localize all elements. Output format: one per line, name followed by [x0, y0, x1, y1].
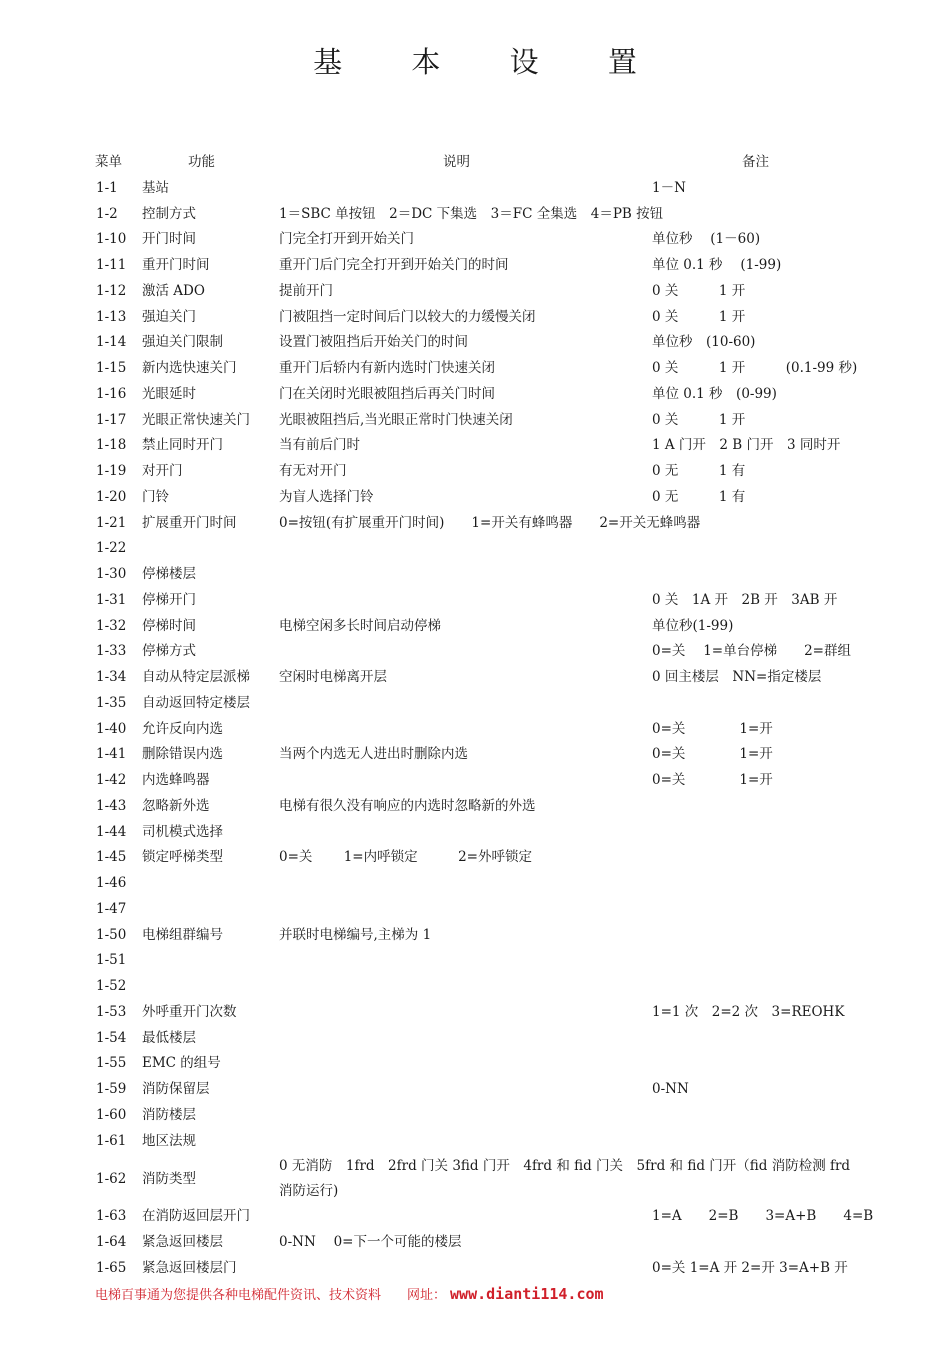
cell-function: 删除错误内选 — [142, 746, 223, 763]
cell-function: 外呼重开门次数 — [142, 1003, 237, 1020]
table-row — [0, 305, 950, 331]
table-row — [0, 717, 950, 743]
cell-remarks: 单位秒 (1－60) — [652, 231, 761, 248]
cell-menu: 1-22 — [96, 540, 127, 557]
table-row — [0, 279, 950, 305]
table-row — [0, 923, 950, 949]
cell-function: 激活 ADO — [142, 282, 205, 299]
cell-description: 0=关 1=内呼锁定 2=外呼锁定 — [279, 849, 532, 866]
table-row — [0, 1204, 950, 1230]
cell-menu: 1-42 — [96, 772, 127, 788]
table-row — [0, 176, 950, 202]
cell-menu: 1-44 — [96, 823, 127, 840]
cell-menu: 1-13 — [96, 308, 127, 325]
cell-remarks: 0 关 1 开 — [652, 411, 746, 428]
cell-function: 消防保留层 — [142, 1081, 210, 1097]
cell-function: 基站 — [142, 179, 169, 196]
table-row — [0, 330, 950, 356]
cell-function: 控制方式 — [142, 205, 196, 222]
cell-menu: 1-16 — [96, 385, 127, 402]
cell-description: 电梯有很久没有响应的内选时忽略新的外选 — [279, 797, 536, 814]
table-row — [0, 948, 950, 974]
cell-menu: 1-2 — [96, 205, 118, 222]
cell-menu: 1-43 — [96, 797, 127, 814]
cell-description: 空闲时电梯离开层 — [279, 669, 387, 685]
cell-remarks: 0 关 1A 开 2B 开 3AB 开 — [652, 591, 838, 608]
cell-function: 消防楼层 — [142, 1106, 196, 1123]
table-row — [0, 459, 950, 485]
table-row — [0, 253, 950, 279]
cell-menu: 1-41 — [96, 746, 127, 763]
footer-url: www.dianti114.com — [450, 1285, 604, 1303]
cell-remarks: 0-NN — [652, 1081, 689, 1097]
cell-remarks: 0 回主楼层 NN=指定楼层 — [652, 669, 822, 685]
table-row — [0, 820, 950, 846]
cell-remarks: 单位 0.1 秒 (0-99) — [652, 385, 777, 402]
cell-menu: 1-21 — [96, 514, 127, 531]
cell-remarks: 1=1 次 2=2 次 3=REOHK — [652, 1003, 845, 1020]
cell-function: 在消防返回层开门 — [142, 1208, 250, 1225]
cell-remarks: 1=A 2=B 3=A+B 4=B — [652, 1208, 874, 1225]
table-row — [0, 511, 950, 537]
table-row — [0, 202, 950, 228]
cell-menu: 1-15 — [96, 360, 127, 376]
cell-menu: 1-17 — [96, 411, 127, 428]
cell-remarks: 0=关 1=开 — [652, 772, 773, 788]
cell-menu: 1-52 — [96, 978, 127, 994]
cell-remarks: 0 关 1 开 — [652, 282, 746, 299]
cell-menu: 1-46 — [96, 875, 127, 891]
cell-menu: 1-33 — [96, 643, 127, 660]
table-row — [0, 227, 950, 253]
cell-function: 停梯开门 — [142, 591, 196, 608]
cell-menu: 1-12 — [96, 282, 127, 299]
table-row — [0, 1051, 950, 1077]
cell-remarks: 0=关 1=开 — [652, 720, 773, 737]
cell-remarks: 1－N — [652, 179, 686, 196]
cell-function: 允许反向内选 — [142, 720, 223, 737]
table-header — [0, 150, 950, 176]
table-row — [0, 1230, 950, 1256]
table-row — [0, 742, 950, 768]
cell-menu: 1-35 — [96, 694, 127, 711]
cell-menu: 1-10 — [96, 231, 127, 248]
cell-menu: 1-14 — [96, 334, 127, 351]
cell-function: 对开门 — [142, 463, 183, 479]
cell-remarks: 0 关 1 开 — [652, 308, 746, 325]
table-row — [0, 1026, 950, 1052]
table-row — [0, 1077, 950, 1103]
cell-menu: 1-32 — [96, 617, 127, 634]
cell-menu: 1-62 — [96, 1171, 127, 1188]
cell-menu: 1-59 — [96, 1081, 127, 1097]
cell-description: 有无对开门 — [279, 463, 347, 479]
table-row — [0, 1256, 950, 1282]
cell-function: 自动从特定层派梯 — [142, 669, 250, 685]
cell-menu: 1-53 — [96, 1003, 127, 1020]
cell-description: 门在关闭时光眼被阻挡后再关门时间 — [279, 385, 495, 402]
footer-text: 电梯百事通为您提供各种电梯配件资讯、技术资料 网址： — [95, 1288, 447, 1303]
cell-function: 强迫关门限制 — [142, 334, 223, 351]
cell-function: 自动返回特定楼层 — [142, 694, 250, 711]
cell-menu: 1-11 — [96, 257, 127, 273]
cell-function: 忽略新外选 — [142, 797, 210, 814]
table-row — [0, 794, 950, 820]
cell-menu: 1-65 — [96, 1259, 127, 1276]
cell-menu: 1-55 — [96, 1055, 127, 1072]
cell-description: 提前开门 — [279, 282, 333, 299]
cell-function: 新内选快速关门 — [142, 360, 237, 376]
cell-description: 光眼被阻挡后,当光眼正常时门快速关闭 — [279, 411, 513, 428]
cell-remarks: 0 关 1 开 (0.1-99 秒) — [652, 360, 858, 376]
cell-description: 门完全打开到开始关门 — [279, 231, 414, 248]
cell-remarks: 单位 0.1 秒 (1-99) — [652, 257, 782, 273]
cell-description: 重开门后门完全打开到开始关门的时间 — [279, 257, 509, 273]
header-remarks: 备注 — [742, 154, 769, 170]
cell-menu: 1-47 — [96, 900, 127, 917]
cell-description: 电梯空闲多长时间启动停梯 — [279, 617, 441, 634]
cell-function: 门铃 — [142, 488, 169, 505]
cell-menu: 1-34 — [96, 669, 127, 685]
cell-description: 1＝SBC 单按钮 2＝DC 下集选 3＝FC 全集选 4＝PB 按钮 — [279, 205, 664, 222]
table-row — [0, 974, 950, 1000]
cell-function: 消防类型 — [142, 1171, 196, 1188]
table-row — [0, 1103, 950, 1129]
cell-function: 强迫关门 — [142, 308, 196, 325]
cell-function: 光眼正常快速关门 — [142, 411, 250, 428]
cell-menu: 1-31 — [96, 591, 127, 608]
cell-menu: 1-54 — [96, 1029, 127, 1046]
cell-remarks: 1 A 门开 2 B 门开 3 同时开 — [652, 437, 841, 454]
cell-remarks: 单位秒(1-99) — [652, 617, 734, 634]
header-menu: 菜单 — [95, 154, 122, 170]
table-row — [0, 485, 950, 511]
table-row — [0, 1154, 950, 1204]
cell-remarks: 0=关 1=单台停梯 2=群组 — [652, 643, 851, 660]
cell-function: EMC 的组号 — [142, 1055, 221, 1072]
page-title: 基 本 设 置 — [313, 45, 667, 79]
table-row — [0, 1129, 950, 1155]
table-row — [0, 845, 950, 871]
cell-description: 当两个内选无人进出时删除内选 — [279, 746, 468, 763]
cell-menu: 1-61 — [96, 1132, 127, 1149]
cell-menu: 1-50 — [96, 926, 127, 943]
table-row — [0, 588, 950, 614]
table-row — [0, 1000, 950, 1026]
cell-function: 禁止同时开门 — [142, 437, 223, 454]
cell-description: 0-NN 0=下一个可能的楼层 — [279, 1234, 462, 1250]
cell-remarks: 0=关 1=A 开 2=开 3=A+B 开 — [652, 1259, 848, 1276]
table-row — [0, 562, 950, 588]
cell-function: 电梯组群编号 — [142, 926, 223, 943]
table-row — [0, 408, 950, 434]
table-row — [0, 356, 950, 382]
cell-function: 停梯楼层 — [142, 566, 196, 582]
cell-function: 扩展重开门时间 — [142, 514, 237, 531]
cell-menu: 1-45 — [96, 849, 127, 866]
cell-function: 紧急返回楼层 — [142, 1234, 223, 1250]
cell-description: 重开门后轿内有新内选时门快速关闭 — [279, 360, 495, 376]
cell-description: 为盲人选择门铃 — [279, 488, 374, 505]
table-row — [0, 614, 950, 640]
cell-remarks: 0=关 1=开 — [652, 746, 773, 763]
cell-remarks: 单位秒 (10-60) — [652, 334, 756, 351]
header-description: 说明 — [443, 154, 470, 170]
table-row — [0, 382, 950, 408]
cell-remarks: 0 无 1 有 — [652, 488, 746, 505]
footer — [95, 1284, 604, 1303]
cell-menu: 1-30 — [96, 566, 127, 582]
table-row — [0, 536, 950, 562]
cell-function: 开门时间 — [142, 231, 196, 248]
table-row — [0, 897, 950, 923]
cell-description: 设置门被阻挡后开始关门的时间 — [279, 334, 468, 351]
cell-function: 司机模式选择 — [142, 823, 223, 840]
table-body — [0, 176, 950, 1282]
table-row — [0, 433, 950, 459]
cell-function: 紧急返回楼层门 — [142, 1259, 237, 1276]
cell-function: 地区法规 — [142, 1132, 196, 1149]
cell-description: 0=按钮(有扩展重开门时间) 1=开关有蜂鸣器 2=开关无蜂鸣器 — [279, 514, 701, 531]
cell-function: 最低楼层 — [142, 1029, 196, 1046]
cell-function: 锁定呼梯类型 — [142, 849, 223, 866]
cell-menu: 1-40 — [96, 720, 127, 737]
cell-menu: 1-60 — [96, 1106, 127, 1123]
table-row — [0, 665, 950, 691]
cell-menu: 1-20 — [96, 488, 127, 505]
cell-menu: 1-1 — [96, 179, 118, 196]
table-row — [0, 691, 950, 717]
table-row — [0, 768, 950, 794]
cell-menu: 1-64 — [96, 1234, 127, 1250]
cell-description: 0 无消防 1frd 2frd 门关 3fid 门开 4frd 和 fid 门关 5frd 和 fid 门开（fid 消防检测 frd 消防运行) — [279, 1158, 851, 1200]
cell-remarks: 0 无 1 有 — [652, 463, 746, 479]
cell-function: 内选蜂鸣器 — [142, 772, 210, 788]
cell-menu: 1-63 — [96, 1208, 127, 1225]
cell-function: 重开门时间 — [142, 257, 210, 273]
cell-function: 光眼延时 — [142, 385, 196, 402]
table-row — [0, 871, 950, 897]
cell-description: 并联时电梯编号,主梯为 1 — [279, 926, 432, 943]
cell-menu: 1-18 — [96, 437, 127, 454]
cell-menu: 1-19 — [96, 463, 127, 479]
cell-function: 停梯时间 — [142, 617, 196, 634]
table-row — [0, 639, 950, 665]
cell-menu: 1-51 — [96, 952, 127, 969]
cell-description: 当有前后门时 — [279, 437, 360, 454]
header-function: 功能 — [188, 154, 215, 170]
settings-table — [0, 150, 950, 1282]
cell-function: 停梯方式 — [142, 643, 196, 660]
cell-description: 门被阻挡一定时间后门以较大的力缓慢关闭 — [279, 308, 536, 325]
